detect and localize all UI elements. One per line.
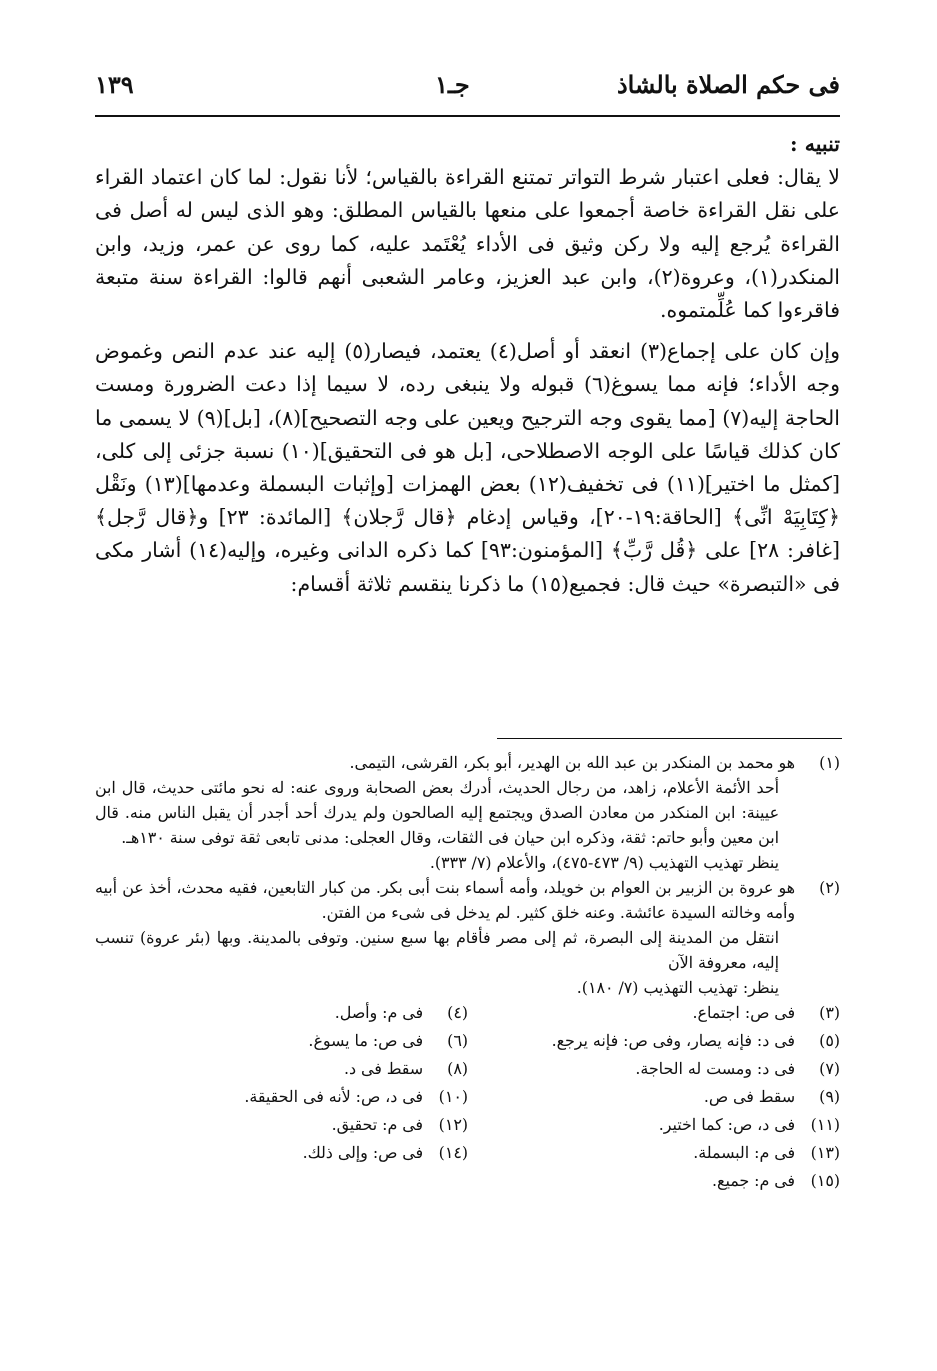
short-note-text: فى م: تحقيق. xyxy=(331,1115,423,1134)
short-note xyxy=(468,1140,840,1168)
short-note-number: (١٢) xyxy=(438,1115,468,1134)
footnote-separator xyxy=(497,738,842,739)
section-heading: تنبيه : xyxy=(790,132,840,156)
footnote-line: أحد الأئمة الأعلام، زاهد، من رجال الحديث، أدرك بعض الصحابة وروى عنه: له نحو مائتى حديث، قال ابن عيينة: ابن المنكدر من معادن الصدق ويجتمع إليه الصالحون ولم يدرك أحد أجدر أن يقبل الناس منه. قال ابن معين وأبو حاتم: ثقة، وذكره ابن حيان فى الثقات، وقال العجلى: مدنى تابعى ثقة توفى سنة ١٣٠هـ. xyxy=(95,778,779,847)
short-note xyxy=(96,1000,468,1028)
footnote-number: (٢) xyxy=(819,878,840,897)
footnote-line: هو محمد بن المنكدر بن عبد الله بن الهدير، أبو بكر، القرشى، التيمى. xyxy=(349,753,795,772)
short-note-number: (٤) xyxy=(447,1003,468,1022)
short-note-number: (١٠) xyxy=(438,1087,468,1106)
short-note-number: (١٤) xyxy=(438,1143,468,1162)
short-note-text: فى د، ص: كما اختير. xyxy=(658,1115,795,1134)
short-note xyxy=(468,1028,840,1056)
footnote-line: هو عروة بن الزبير بن العوام بن خويلد، وأمه أسماء بنت أبى بكر. من كبار التابعين، فقيه محدث، أخذ عن أبيه وأمه وخالته السيدة عائشة. وعنه خلق كثير. لم يدخل فى شىء من الفتن. xyxy=(95,878,795,922)
footnote xyxy=(95,875,840,1000)
footnotes xyxy=(95,750,840,1196)
short-note xyxy=(96,1028,468,1056)
running-title: فى حكم الصلاة بالشاذ xyxy=(616,70,840,99)
header-rule xyxy=(95,115,840,117)
short-note xyxy=(96,1084,468,1112)
short-note-text: فى م: البسملة. xyxy=(693,1143,795,1162)
short-note-number: (٧) xyxy=(819,1059,840,1078)
short-note-number: (٨) xyxy=(447,1059,468,1078)
main-text xyxy=(95,128,840,601)
short-note-number: (١٥) xyxy=(810,1171,840,1190)
page-number: ١٣٩ xyxy=(95,70,134,99)
short-note xyxy=(96,1056,468,1084)
short-note-number: (١٣) xyxy=(810,1143,840,1162)
short-note-text: فى ص: وإلى ذلك. xyxy=(302,1143,423,1162)
short-note-text: فى د، ص: لأنه فى الحقيقة. xyxy=(244,1087,423,1106)
short-note-text: سقط فى ص. xyxy=(703,1087,795,1106)
short-note-number: (٦) xyxy=(447,1031,468,1050)
short-note xyxy=(468,1084,840,1112)
footnote-number: (١) xyxy=(819,753,840,772)
short-note xyxy=(96,1112,468,1140)
short-note-number: (٩) xyxy=(819,1087,840,1106)
short-note-text: سقط فى د. xyxy=(343,1059,423,1078)
short-notes-left-column xyxy=(96,1000,468,1196)
running-header xyxy=(95,66,840,106)
short-note-number: (١١) xyxy=(810,1115,840,1134)
short-note xyxy=(468,1112,840,1140)
short-note-text: فى م: جميع. xyxy=(712,1171,795,1190)
short-note xyxy=(468,1056,840,1084)
footnote-line: ينظر تهذيب التهذيب (٩/ ٤٧٣-٤٧٥)، والأعلام (٧/ ٣٣٣). xyxy=(429,853,779,872)
short-note-text: فى د: فإنه يصار، وفى ص: فإنه يرجع. xyxy=(551,1031,795,1050)
short-note xyxy=(468,1000,840,1028)
paragraph-gap xyxy=(95,327,840,335)
short-note-number: (٥) xyxy=(819,1031,840,1050)
footnote xyxy=(95,750,840,875)
short-note-text: فى ص: ما يسوغ. xyxy=(308,1031,423,1050)
paragraph: وإن كان على إجماع(٣) انعقد أو أصل(٤) يعتمد، فيصار(٥) إليه عند عدم النص وغموض وجه الأداء؛ فإنه مما يسوغ(٦) قبوله ولا ينبغى رده، لا سيما إذا دعت الضرورة ومست الحاجة إليه(٧) [مما يقوى وجه الترجيح ويعين على وجه التصحيح](٨)، [بل](٩) لا يسمى ما كان كذلك قياسًا على الوجه الاصطلاحى، [بل هو فى التحقيق](١٠) نسبة جزئى إلى كلى، [كمثل ما اختير](١١) فى تخفيف(١٢) بعض الهمزات [وإثبات البسملة وعدمها](١٣) ونَقْل ﴿كِتَابِيَهْ انِّى﴾ [الحاقة:١٩-٢٠]، وقياس إدغام ﴿قال رَّجلان﴾ [المائدة: ٢٣] و﴿قال رَّجل﴾ [غافر: ٢٨] على ﴿قُل رَّبِّ﴾ [المؤمنون:٩٣] كما ذكره الدانى وغيره، وإليه(١٤) أشار مكى فى «التبصرة» حيث قال: فجميع(١٥) ما ذكرنا ينقسم ثلاثة أقسام: xyxy=(95,339,841,596)
short-notes xyxy=(95,1000,840,1196)
footnote-line: انتقل من المدينة إلى البصرة، ثم إلى مصر فأقام بها سبع سنين. وتوفى بالمدينة. وبها (بئر عروة) تنسب إليه، معروفة الآن xyxy=(95,928,779,972)
short-note xyxy=(96,1140,468,1168)
short-notes-right-column xyxy=(468,1000,840,1196)
short-note xyxy=(468,1168,840,1196)
short-note-text: فى ص: اجتماع. xyxy=(692,1003,795,1022)
paragraph: لا يقال: فعلى اعتبار شرط التواتر تمتنع القراءة بالقياس؛ لأنا نقول: لما كان اعتماد القراء على نقل القراءة خاصة أجمعوا على منعها بالقياس المطلق: وهو الذى ليس له أصل فى القراءة يُرجع إليه ولا ركن وثيق فى الأداء يُعْتَمد عليه، كما روى عن عمر، وزيد، وابن المنكدر(١)، وعروة(٢)، وابن عبد العزيز، وعامر الشعبى أنهم قالوا: القراءة سنة متبعة فاقرءوا كما عُلِّمتموه. xyxy=(95,165,841,323)
footnote-line: ينظر: تهذيب التهذيب (٧/ ١٨٠). xyxy=(576,978,779,997)
short-note-number: (٣) xyxy=(819,1003,840,1022)
volume-label: جـ١ xyxy=(435,70,470,99)
short-note-text: فى م: وأصل. xyxy=(334,1003,423,1022)
short-note-text: فى د: ومست له الحاجة. xyxy=(635,1059,795,1078)
